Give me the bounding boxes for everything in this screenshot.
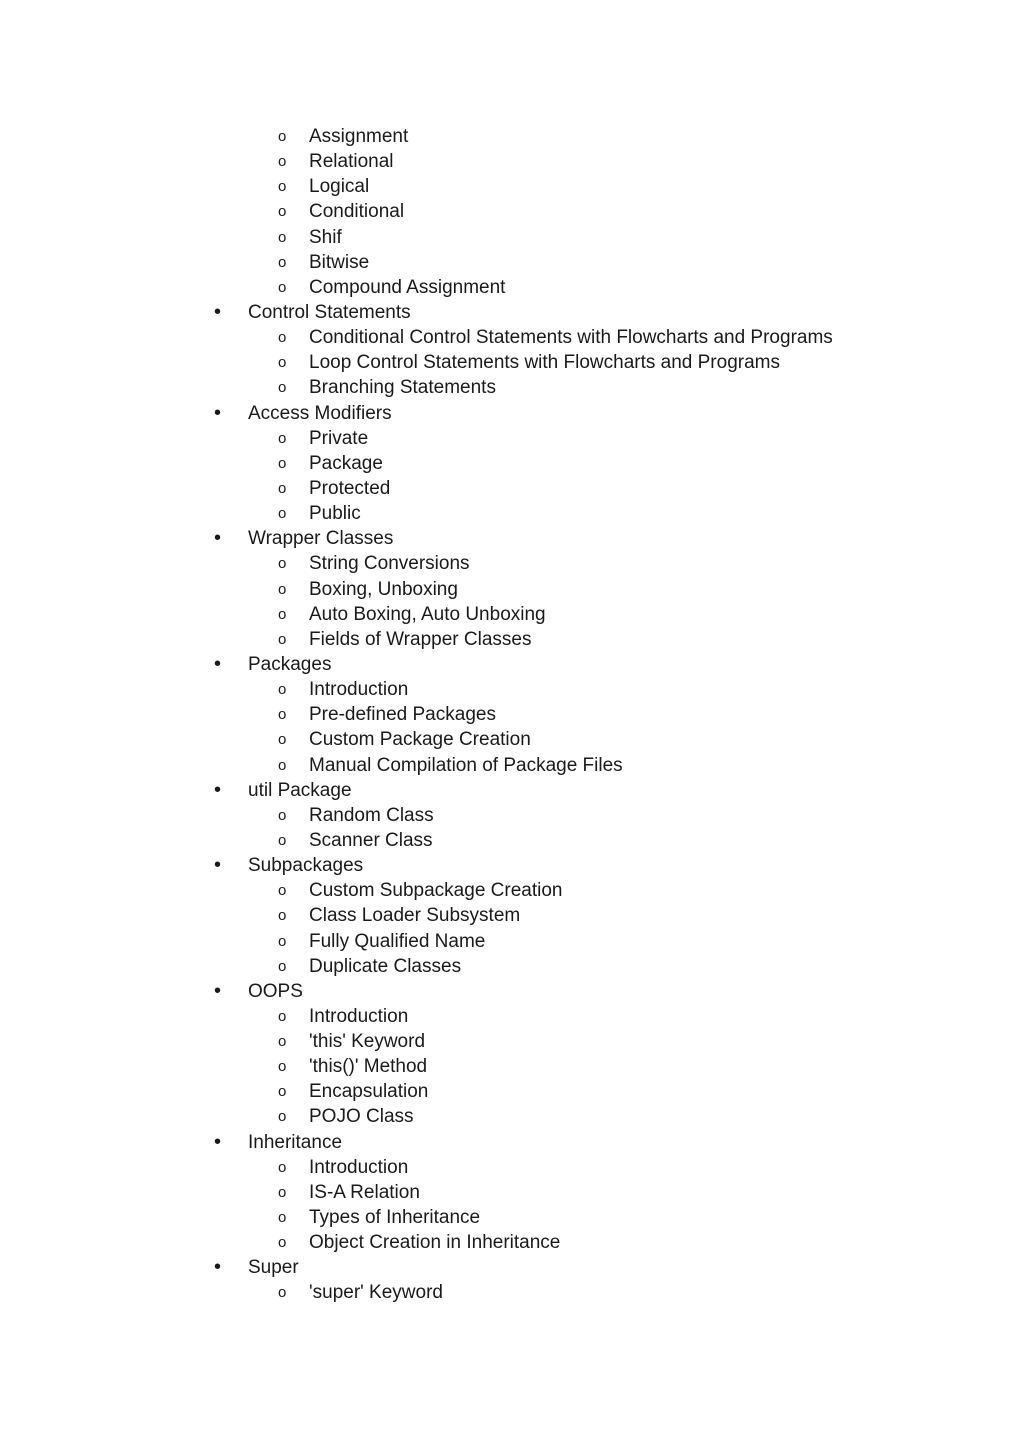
outline-section (0, 401, 1023, 426)
subitem-label: Relational (309, 151, 394, 173)
outline-section (0, 979, 1023, 1004)
circle-bullet-icon: o (278, 203, 287, 221)
section-label: Control Statements (248, 301, 411, 323)
circle-bullet-icon: o (278, 178, 287, 196)
outline-section (0, 652, 1023, 677)
outline-subitem (0, 1054, 1023, 1079)
subitem-label: Fully Qualified Name (309, 930, 486, 952)
subitem-label: 'this' Keyword (309, 1031, 426, 1053)
outline-subitem (0, 476, 1023, 501)
subitem-label: String Conversions (309, 553, 470, 575)
outline-subitem (0, 275, 1023, 300)
outline-section (0, 1130, 1023, 1155)
subitem-label: 'super' Keyword (309, 1282, 443, 1304)
subitem-label: Introduction (309, 1005, 409, 1027)
subitem-label: Random Class (309, 804, 434, 826)
disc-bullet-icon: • (214, 300, 222, 323)
outline-subitem (0, 1205, 1023, 1230)
outline-subitem (0, 426, 1023, 451)
circle-bullet-icon: o (278, 253, 287, 271)
subitem-label: Pre-defined Packages (309, 704, 496, 726)
subitem-label: Introduction (309, 1156, 409, 1178)
disc-bullet-icon: • (214, 778, 222, 801)
subitem-label: Auto Boxing, Auto Unboxing (309, 603, 546, 625)
outline-subitem (0, 929, 1023, 954)
subitem-label: Manual Compilation of Package Files (309, 754, 623, 776)
subitem-label: Private (309, 427, 369, 449)
section-label: Wrapper Classes (248, 528, 394, 550)
circle-bullet-icon: o (278, 1058, 287, 1076)
subitem-label: Public (309, 503, 361, 525)
section-label: Inheritance (248, 1131, 343, 1153)
outline-subitem (0, 1079, 1023, 1104)
circle-bullet-icon: o (278, 806, 287, 824)
subitem-label: Loop Control Statements with Flowcharts and Programs (309, 352, 780, 374)
circle-bullet-icon: o (278, 831, 287, 849)
circle-bullet-icon: o (278, 580, 287, 598)
circle-bullet-icon: o (278, 329, 287, 347)
disc-bullet-icon: • (214, 979, 222, 1002)
outline-subitem (0, 828, 1023, 853)
subitem-label: Compound Assignment (309, 276, 506, 298)
subitem-label: Boxing, Unboxing (309, 578, 458, 600)
circle-bullet-icon: o (278, 1033, 287, 1051)
section-label: util Package (248, 779, 352, 801)
circle-bullet-icon: o (278, 756, 287, 774)
circle-bullet-icon: o (278, 505, 287, 523)
section-label: Packages (248, 653, 332, 675)
circle-bullet-icon: o (278, 354, 287, 372)
subitem-label: Fields of Wrapper Classes (309, 628, 532, 650)
circle-bullet-icon: o (278, 957, 287, 975)
outline-subitem (0, 727, 1023, 752)
disc-bullet-icon: • (214, 854, 222, 877)
circle-bullet-icon: o (278, 128, 287, 145)
outline-subitem (0, 174, 1023, 199)
circle-bullet-icon: o (278, 1284, 287, 1302)
circle-bullet-icon: o (278, 555, 287, 573)
subitem-label: IS-A Relation (309, 1181, 420, 1203)
section-label: Super (248, 1257, 299, 1279)
section-label: Access Modifiers (248, 402, 392, 424)
subitem-label: Types of Inheritance (309, 1207, 481, 1229)
outline-subitem (0, 124, 1023, 149)
circle-bullet-icon: o (278, 882, 287, 900)
outline-subitem (0, 1280, 1023, 1305)
subitem-label: Encapsulation (309, 1081, 429, 1103)
outline-subitem (0, 250, 1023, 275)
outline-section (0, 1255, 1023, 1280)
circle-bullet-icon: o (278, 1209, 287, 1227)
circle-bullet-icon: o (278, 429, 287, 447)
outline-subitem (0, 702, 1023, 727)
outline-subitem (0, 602, 1023, 627)
circle-bullet-icon: o (278, 1158, 287, 1176)
subitem-label: Package (309, 452, 383, 474)
subitem-label: Introduction (309, 679, 409, 701)
circle-bullet-icon: o (278, 907, 287, 925)
outline-subitem (0, 577, 1023, 602)
subitem-label: Conditional Control Statements with Flowcharts and Programs (309, 327, 833, 349)
outline-subitem (0, 501, 1023, 526)
subitem-label: Protected (309, 477, 391, 499)
outline-subitem (0, 1029, 1023, 1054)
outline-subitem (0, 903, 1023, 928)
subitem-label: Custom Subpackage Creation (309, 880, 563, 902)
subitem-label: Assignment (309, 126, 409, 147)
circle-bullet-icon: o (278, 630, 287, 648)
subitem-label: Logical (309, 176, 370, 198)
outline-section (0, 300, 1023, 325)
circle-bullet-icon: o (278, 1234, 287, 1252)
subitem-label: Object Creation in Inheritance (309, 1232, 561, 1254)
subitem-label: Custom Package Creation (309, 729, 531, 751)
circle-bullet-icon: o (278, 681, 287, 699)
disc-bullet-icon: • (214, 1256, 222, 1279)
disc-bullet-icon: • (214, 1130, 222, 1153)
outline-subitem (0, 375, 1023, 400)
circle-bullet-icon: o (278, 479, 287, 497)
circle-bullet-icon: o (278, 379, 287, 397)
outline-subitem (0, 1155, 1023, 1180)
outline-subitem (0, 954, 1023, 979)
disc-bullet-icon: • (214, 652, 222, 675)
subitem-label: Shif (309, 226, 342, 248)
subitem-label: 'this()' Method (309, 1056, 428, 1078)
outline-subitem (0, 451, 1023, 476)
outline-subitem (0, 225, 1023, 250)
circle-bullet-icon: o (278, 454, 287, 472)
outline-subitem (0, 551, 1023, 576)
outline-subitem (0, 1004, 1023, 1029)
outline-subitem (0, 803, 1023, 828)
outline-section (0, 526, 1023, 551)
outline-subitem (0, 1230, 1023, 1255)
circle-bullet-icon: o (278, 605, 287, 623)
subitem-label: Branching Statements (309, 377, 496, 399)
circle-bullet-icon: o (278, 228, 287, 246)
subitem-label: Conditional (309, 201, 405, 223)
outline-subitem (0, 149, 1023, 174)
disc-bullet-icon: • (214, 401, 222, 424)
subitem-label: Bitwise (309, 251, 370, 273)
circle-bullet-icon: o (278, 1007, 287, 1025)
outline-subitem (0, 350, 1023, 375)
circle-bullet-icon: o (278, 1183, 287, 1201)
section-label: Subpackages (248, 855, 364, 877)
circle-bullet-icon: o (278, 731, 287, 749)
outline-subitem (0, 627, 1023, 652)
disc-bullet-icon: • (214, 527, 222, 550)
circle-bullet-icon: o (278, 278, 287, 296)
circle-bullet-icon: o (278, 153, 287, 171)
circle-bullet-icon: o (278, 932, 287, 950)
outline-subitem (0, 1104, 1023, 1129)
document-outline (0, 124, 1023, 1306)
outline-subitem (0, 325, 1023, 350)
subitem-label: Scanner Class (309, 829, 433, 851)
circle-bullet-icon: o (278, 1108, 287, 1126)
circle-bullet-icon: o (278, 1083, 287, 1101)
subitem-label: Duplicate Classes (309, 955, 462, 977)
outline-subitem (0, 199, 1023, 224)
outline-subitem (0, 753, 1023, 778)
outline-section (0, 853, 1023, 878)
section-label: OOPS (248, 980, 303, 1002)
outline-section (0, 778, 1023, 803)
circle-bullet-icon: o (278, 706, 287, 724)
subitem-label: POJO Class (309, 1106, 414, 1128)
outline-subitem (0, 677, 1023, 702)
subitem-label: Class Loader Subsystem (309, 905, 521, 927)
outline-subitem (0, 1180, 1023, 1205)
outline-subitem (0, 878, 1023, 903)
